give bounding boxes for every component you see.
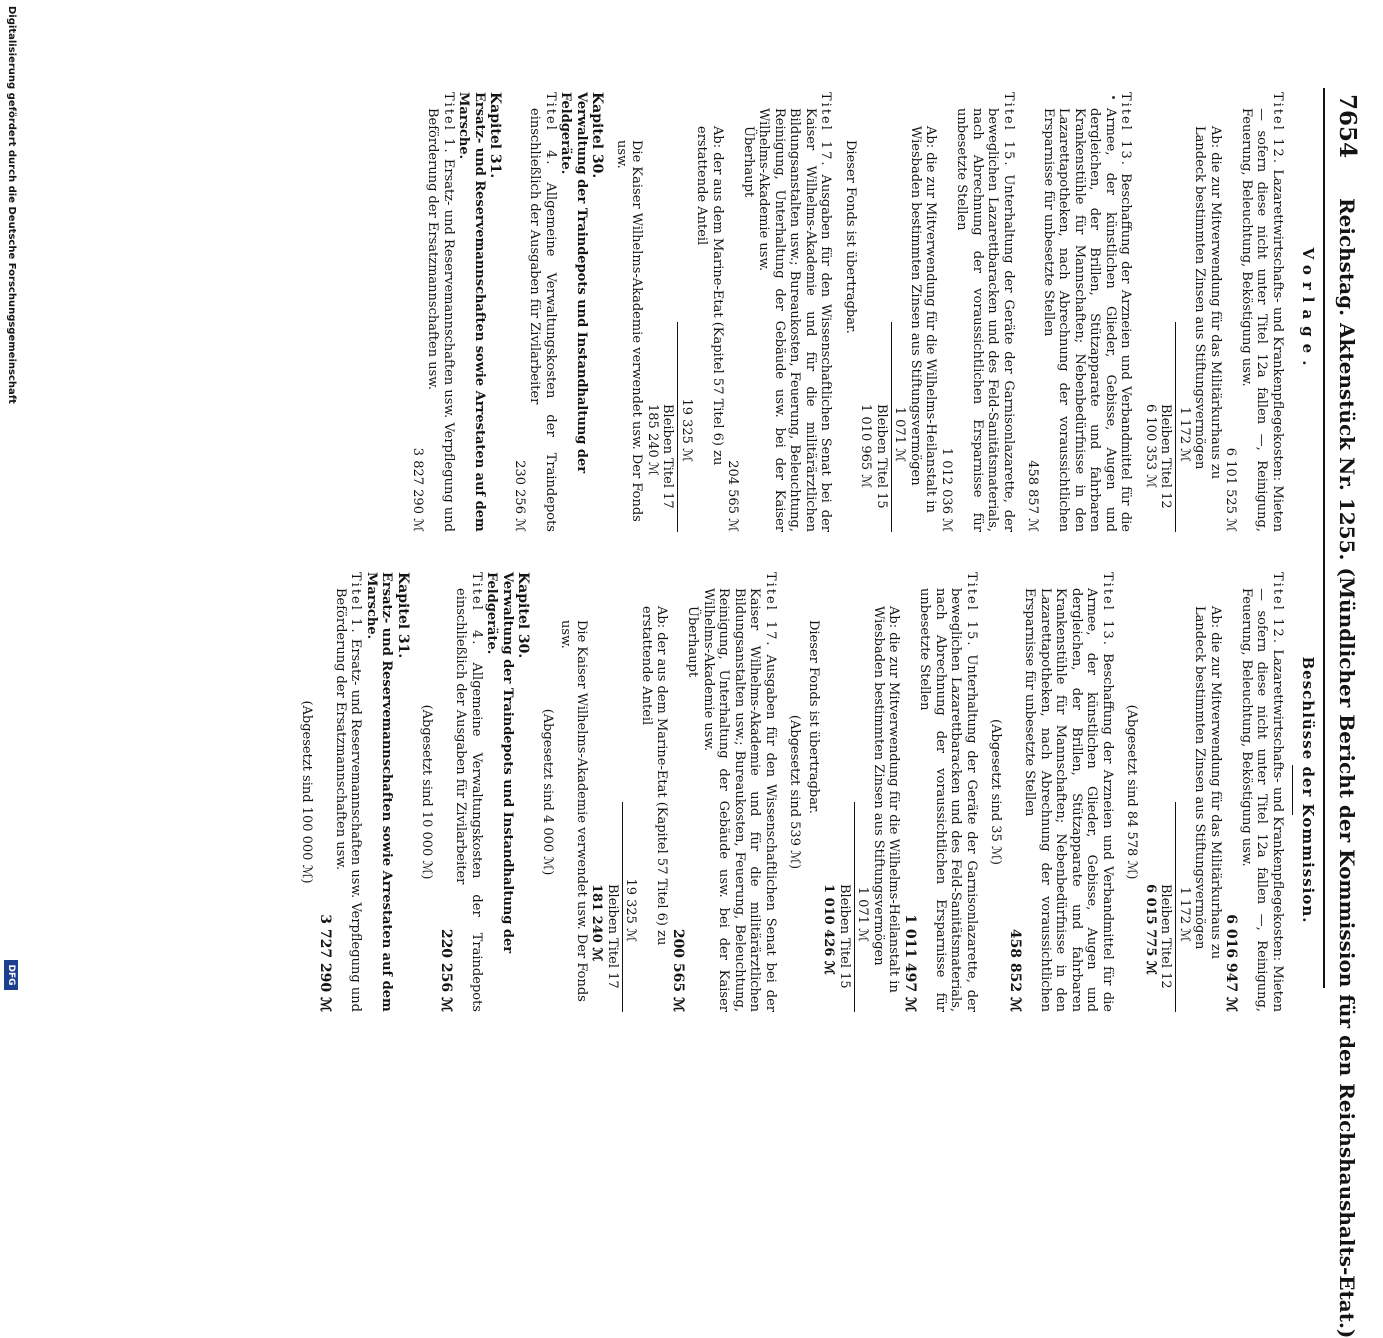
digitization-footer bbox=[1, 0, 19, 1000]
titel-15-remaining bbox=[821, 802, 855, 1012]
titel-label: Titel 15. bbox=[1001, 92, 1016, 168]
deduction-value: 1 172 ℳ bbox=[1177, 406, 1192, 462]
titel-amount: 3 727 290 ℳ bbox=[317, 914, 334, 1012]
kapitel-31-entry bbox=[299, 572, 411, 1012]
titel-body: Beschaffung der Arzneien und Verbandmittel für die Armee, der künstlichen Glieder, Gebisse, Augen und dergleichen, der Brillen, Stützapparate und fahrbaren Krankenstühle für Mannschaften; Nebenbedürfnisse in den Lazarettapotheken, nach Abrechnung der voraussichtlichen Ersparnisse für unbesetzte Stellen bbox=[1041, 108, 1134, 533]
kapitel-30-titel-4 bbox=[438, 572, 485, 1012]
titel-amount: 6 016 947 ℳ bbox=[1223, 914, 1240, 1012]
total-label: Überhaupt bbox=[685, 606, 701, 678]
titel-12-note: (Abgesetzt sind 84 578 ℳ) bbox=[1124, 704, 1140, 880]
deduction-text: Ab: der aus dem Marine-Etat (Kapitel 57 Titel 6) zu erstattende Anteil bbox=[694, 126, 725, 466]
kapitel-31-entry bbox=[410, 92, 503, 532]
titel-label: Titel 1. bbox=[348, 572, 364, 635]
page-header bbox=[1323, 88, 1371, 1338]
kapitel-30-entry bbox=[512, 92, 605, 532]
titel-label: Titel 13. bbox=[1100, 572, 1115, 647]
titel-amount: 1 011 497 ℳ bbox=[902, 914, 918, 1012]
total-label: Überhaupt bbox=[741, 126, 756, 198]
titel-label: Titel 17. bbox=[763, 572, 778, 648]
total-value: 204 565 ℳ bbox=[725, 460, 741, 532]
titel-12-text bbox=[1223, 92, 1285, 532]
titel-label: Titel 15. bbox=[964, 572, 979, 648]
titel-amount: 1 012 036 ℳ bbox=[939, 447, 954, 532]
titel-body: Beschaffung der Arzneien und Verbandmittel für die Armee, der künstlichen Glieder, Gebisse, Augen und dergleichen, der Brillen, Stützapparate und fahrbaren Krankenstühle für Mannschaften; Nebenbedürfnisse in den Lazarettapotheken, nach Abrechnung der voraussichtlichen Ersparnisse für unbesetzte Stellen bbox=[1022, 588, 1115, 1013]
titel-body: Lazarettwirtschafts- und Krankenpflegekosten: Mieten — sofern diese nicht unter Titel 12a fallen —, Reinigung, Feuerung, Beleuchtung, Beköstigung usw. bbox=[1239, 108, 1285, 532]
remaining-label: Bleiben Titel 15 bbox=[874, 404, 889, 509]
titel-body: Unterhaltung der Geräte der Garnisonlazarette, der beweglichen Lazarettbaracken und des Feld-Sanitätsmaterials, nach Abrechnung der voraussichtlichen Ersparnisse für unbesetzte Stellen bbox=[917, 588, 979, 1012]
kapitel-30-heading: Kapitel 30. bbox=[589, 92, 606, 179]
remaining-value: 185 240 ℳ bbox=[645, 404, 660, 476]
titel-17-total bbox=[670, 572, 701, 1012]
deduction-text: Ab: der aus dem Marine-Etat (Kapitel 57 Titel 6) zu erstattende Anteil bbox=[639, 606, 670, 946]
titel-17-fonds: Die Kaiser Wilhelms-Akademie verwendet usw. Der Fonds usw. bbox=[558, 620, 589, 1002]
titel-body: Allgemeine Verwaltungskosten der Traindepots einschließlich der Ausgaben für Zivilarbeiter bbox=[453, 588, 484, 1012]
titel-12-remaining bbox=[1143, 802, 1177, 1012]
titel-amount: 230 256 ℳ bbox=[512, 460, 527, 532]
kapitel-31-heading: Kapitel 31. bbox=[395, 572, 411, 659]
beschluesse-column bbox=[290, 572, 1286, 1012]
titel-12-entry bbox=[1143, 92, 1286, 532]
titel-13-entry bbox=[1025, 92, 1134, 532]
titel-15-deduction bbox=[855, 572, 902, 1012]
titel-15-text bbox=[902, 572, 980, 1012]
titel-15-fonds: Dieser Fonds ist übertragbar. bbox=[806, 620, 821, 814]
kapitel-31-titel-1 bbox=[410, 92, 457, 532]
vorlage-column bbox=[401, 92, 1286, 532]
kapitel-30-subheading: Verwaltung der Traindepots und Instandhaltung der Feldgeräte. bbox=[558, 92, 589, 474]
titel-body: Allgemeine Verwaltungskosten der Traindepots einschließlich der Ausgaben für Zivilarbeiter bbox=[527, 108, 558, 532]
kapitel-31-subheading: Ersatz- und Reservemannschaften sowie Arrestaten auf dem Marsche. bbox=[364, 572, 395, 1012]
titel-13-text bbox=[1025, 92, 1134, 532]
titel-15-fonds: Dieser Fonds ist übertragbar. bbox=[843, 140, 858, 334]
titel-17-text bbox=[701, 572, 779, 1012]
titel-12-deduction bbox=[1177, 572, 1224, 1012]
heading-rule bbox=[1292, 765, 1293, 815]
titel-17-deduction bbox=[623, 572, 670, 1012]
beschluesse-heading-text: Beschlüsse der Kommission. bbox=[1299, 656, 1317, 924]
titel-body: Ausgaben für den Wissenschaftlichen Senat bei der Kaiser Wilhelms-Akademie und für die militärärztlichen Bildungsanstalten usw.; Bureaukosten, Feuerung, Beleuchtung, Reinigung, Unterhaltung der Gebäude usw. bei der Kaiser Wilhelms-Akademie usw. bbox=[756, 108, 834, 533]
beschluesse-heading bbox=[1292, 575, 1317, 1005]
titel-body: Ersatz- und Reservemannschaften usw. Verpflegung und Beförderung der Ersatzmannschaften usw. bbox=[333, 588, 364, 1012]
page-number: 7654 bbox=[1334, 94, 1361, 159]
dfg-logo: DFG bbox=[4, 960, 18, 990]
remaining-label: Bleiben Titel 17 bbox=[660, 404, 676, 509]
titel-amount: 458 852 ℳ bbox=[1007, 928, 1023, 1012]
titel-15-entry bbox=[843, 92, 1017, 532]
titel-label: Titel 13. bbox=[1118, 92, 1134, 167]
deduction-value: 1 172 ℳ bbox=[1177, 886, 1192, 942]
kapitel-31-subheading: Ersatz- und Reservemannschaften sowie Arrestaten auf dem Marsche. bbox=[456, 92, 487, 532]
kapitel-31-titel-1 bbox=[317, 572, 364, 1012]
footer-text: Digitalisierung gefördert durch die Deutsche Forschungsgemeinschaft bbox=[6, 6, 17, 404]
titel-15-deduction bbox=[892, 92, 939, 532]
titel-body: Unterhaltung der Geräte der Garnisonlazarette, der beweglichen Lazarettbaracken und des Feld-Sanitätsmaterials, nach Abrechnung der voraussichtlichen Ersparnisse für unbesetzte Stellen bbox=[954, 108, 1016, 532]
remaining-value: 1 010 426 ℳ bbox=[821, 884, 837, 975]
kapitel-30-entry bbox=[419, 572, 531, 1012]
kapitel-30-note: (Abgesetzt sind 10 000 ℳ) bbox=[419, 704, 435, 880]
remaining-label: Bleiben Titel 17 bbox=[605, 884, 620, 989]
titel-label: Titel 12. bbox=[1270, 92, 1285, 165]
titel-17-total bbox=[725, 92, 756, 532]
titel-amount: 3 827 290 ℳ bbox=[410, 447, 425, 532]
titel-17-note: (Abgesetzt sind 4 000 ℳ) bbox=[540, 708, 555, 876]
kapitel-30-heading: Kapitel 30. bbox=[515, 572, 532, 659]
titel-13-entry bbox=[988, 572, 1115, 1012]
titel-15-note: (Abgesetzt sind 539 ℳ) bbox=[787, 714, 803, 870]
deduction-text: Ab: die zur Mitverwendung für die Wilhelms-Heilanstalt in Wiesbaden bestimmten Zinsen aus Stiftungsvermögen bbox=[908, 126, 939, 513]
kapitel-31-heading: Kapitel 31. bbox=[487, 92, 504, 179]
titel-17-remaining bbox=[589, 802, 623, 1012]
titel-amount: 6 101 525 ℳ bbox=[1223, 447, 1239, 532]
deduction-value: 19 325 ℳ bbox=[623, 878, 639, 942]
deduction-text: Ab: die zur Mitverwendung für das Militärkurhaus zu Landeck bestimmten Zinsen aus Stiftungsvermögen bbox=[1192, 126, 1223, 480]
titel-label: Titel 4. bbox=[469, 572, 484, 647]
remaining-value: 181 240 ℳ bbox=[589, 884, 605, 962]
titel-12-entry bbox=[1124, 572, 1285, 1012]
titel-label: Titel 1. bbox=[441, 92, 456, 155]
titel-17-remaining bbox=[645, 322, 679, 532]
page-title: Reichstag. Aktenstück Nr. 1255. (Mündlicher Bericht der Kommission für den Reichshaushalts-Etat.) bbox=[1335, 198, 1359, 1338]
deduction-text: Ab: die zur Mitverwendung für die Wilhelms-Heilanstalt in Wiesbaden bestimmten Zinsen aus Stiftungsvermögen bbox=[871, 606, 902, 993]
titel-12-text bbox=[1223, 572, 1285, 1012]
titel-17-fonds: Die Kaiser Wilhelms-Akademie verwendet usw. Der Fonds usw. bbox=[614, 140, 645, 522]
titel-13-text bbox=[1007, 572, 1116, 1012]
remaining-label: Bleiben Titel 12 bbox=[1158, 404, 1174, 509]
titel-15-remaining bbox=[858, 322, 892, 532]
titel-body: Lazarettwirtschafts- und Krankenpflegekosten: Mieten — sofern diese nicht unter Titel 12a fallen —, Reinigung, Feuerung, Beleuchtung, Beköstigung usw. bbox=[1239, 588, 1285, 1012]
titel-13-note: (Abgesetzt sind 35 ℳ) bbox=[988, 719, 1004, 865]
deduction-value: 1 071 ℳ bbox=[892, 406, 908, 462]
deduction-text: Ab: die zur Mitverwendung für das Militärkurhaus zu Landeck bestimmten Zinsen aus Stiftungsvermögen bbox=[1192, 606, 1223, 960]
deduction-value: 19 325 ℳ bbox=[679, 398, 694, 462]
titel-17-entry bbox=[540, 572, 779, 1012]
titel-15-text bbox=[939, 92, 1017, 532]
titel-17-text bbox=[756, 92, 834, 532]
remaining-label: Bleiben Titel 15 bbox=[837, 884, 852, 989]
titel-12-remaining bbox=[1143, 322, 1177, 532]
titel-17-deduction bbox=[679, 92, 726, 532]
remaining-value: 1 010 965 ℳ bbox=[858, 404, 874, 489]
titel-amount: 220 256 ℳ bbox=[438, 928, 454, 1012]
titel-label: Titel 12. bbox=[1270, 572, 1285, 645]
remaining-value: 6 100 353 ℳ bbox=[1143, 404, 1158, 489]
titel-amount: 458 857 ℳ bbox=[1025, 460, 1041, 532]
kapitel-31-note: (Abgesetzt sind 100 000 ℳ) bbox=[299, 700, 314, 884]
titel-body: Ausgaben für den Wissenschaftlichen Senat bei der Kaiser Wilhelms-Akademie und für die militärärztlichen Bildungsanstalten usw.; Bureaukosten, Feuerung, Beleuchtung, Reinigung, Unterhaltung der Gebäude usw. bei der Kaiser Wilhelms-Akademie usw. bbox=[701, 588, 778, 1013]
titel-label: Titel 17. bbox=[818, 92, 834, 168]
titel-17-entry bbox=[614, 92, 834, 532]
titel-label: Titel 4. bbox=[543, 92, 558, 167]
titel-15-entry bbox=[787, 572, 979, 1012]
deduction-value: 1 071 ℳ bbox=[855, 886, 871, 942]
kapitel-30-subheading: Verwaltung der Traindepots und Instandhaltung der Feldgeräte. bbox=[484, 572, 515, 954]
titel-12-deduction bbox=[1177, 92, 1224, 532]
total-value: 200 565 ℳ bbox=[670, 928, 686, 1012]
vorlage-heading: Vorlage. bbox=[1299, 247, 1317, 373]
kapitel-30-titel-4 bbox=[512, 92, 559, 532]
remaining-value: 6 015 775 ℳ bbox=[1143, 884, 1158, 975]
remaining-label: Bleiben Titel 12 bbox=[1158, 884, 1174, 989]
titel-body: Ersatz- und Reservemannschaften usw. Verpflegung und Beförderung der Ersatzmannschaften usw. bbox=[425, 108, 456, 532]
